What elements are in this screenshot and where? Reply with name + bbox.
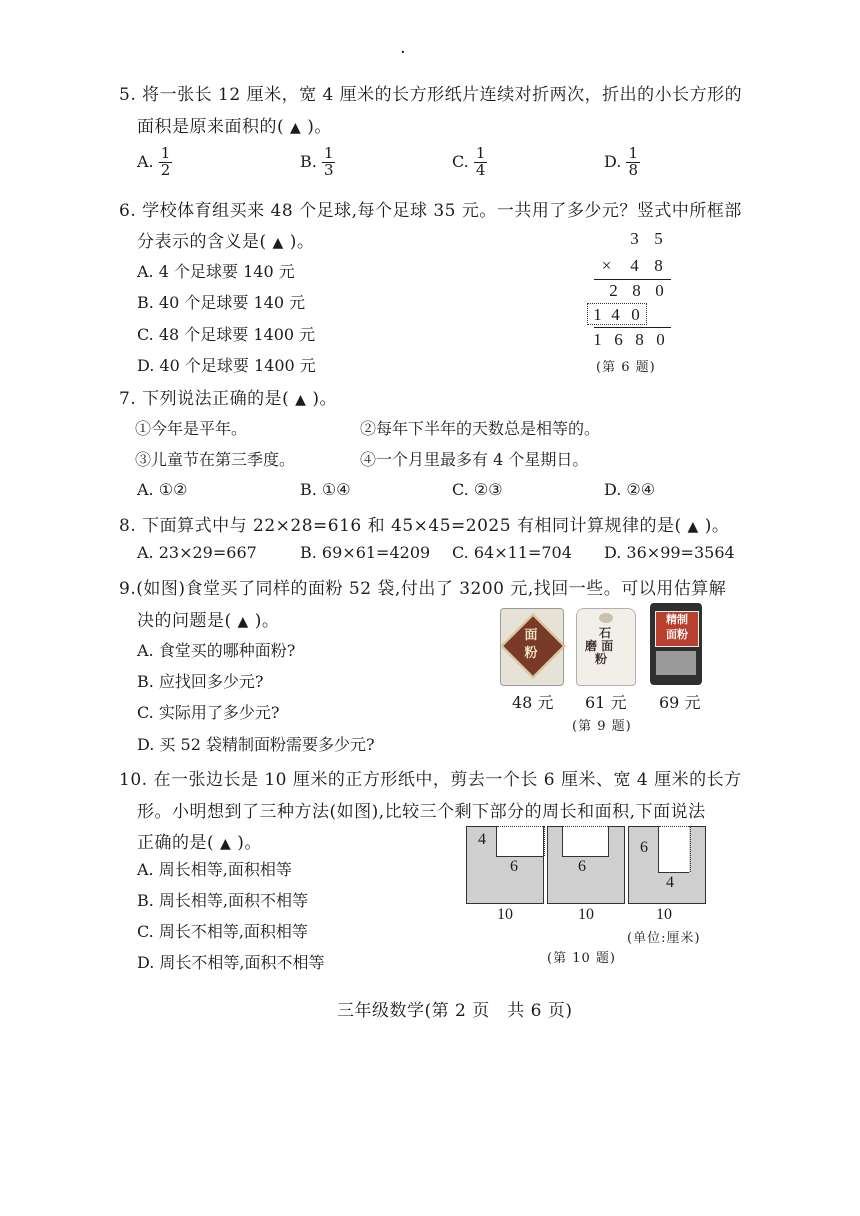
q6-line1: 6. 学校体育组买来 48 个足球,每个足球 35 元。一共用了多少元？竖式中所框部 (119, 201, 742, 221)
q6-stem-end: )。 (289, 232, 315, 252)
bag-char: 面 (524, 628, 538, 643)
digit: 0 (631, 305, 640, 324)
q7-option-b[interactable]: B. ①④ (300, 480, 351, 499)
q9-option-a[interactable]: A. 食堂买的哪种面粉? (137, 641, 296, 660)
q5-option-c[interactable] (452, 146, 487, 179)
flour-bag-48-image (500, 608, 564, 686)
q8-line1 (119, 511, 729, 536)
q7-option-c[interactable]: C. ②③ (452, 480, 503, 499)
digit: 0 (655, 281, 664, 300)
cut-edge (544, 826, 545, 856)
cut-edge (690, 826, 691, 872)
multiply-sign: × (601, 256, 612, 275)
q10-option-d[interactable]: D. 周长不相等,面积不相等 (137, 953, 325, 972)
option-label: B. (300, 151, 317, 171)
q10-option-c[interactable]: C. 周长不相等,面积相等 (137, 922, 308, 941)
numerator: 1 (475, 144, 486, 162)
option-label: C. (452, 151, 469, 171)
price-48: 48 元 (512, 693, 554, 712)
answer-blank-icon: ▲ (295, 392, 307, 408)
digit: 1 (593, 305, 602, 324)
denominator: 3 (323, 160, 334, 179)
digit: 4 (630, 256, 639, 275)
square-figure-1 (466, 826, 544, 904)
answer-blank-icon: ▲ (290, 120, 302, 136)
q9-line1: 9.(如图)食堂买了同样的面粉 52 袋,付出了 3200 元,找回一些。可以用估算解 (119, 579, 727, 599)
digit: 8 (654, 256, 663, 275)
fig2-bottom-label: 10 (578, 906, 594, 923)
q9-line2 (137, 606, 279, 631)
q7-stem-end: )。 (312, 389, 337, 409)
fraction (159, 146, 173, 179)
square-figure-3 (628, 826, 706, 904)
bag2-text (585, 627, 629, 666)
digit: 0 (656, 330, 665, 349)
answer-blank-icon: ▲ (237, 614, 249, 630)
q5-option-d[interactable] (604, 146, 640, 179)
bag-text: 精制 (666, 613, 688, 626)
q10-line3 (137, 828, 262, 853)
q6-option-c[interactable]: C. 48 个足球要 1400 元 (137, 325, 316, 344)
q6-stem: 分表示的含义是( (137, 232, 267, 252)
option-label: A. (137, 151, 154, 171)
q7-statement-3: ③儿童节在第三季度。 (135, 450, 296, 469)
numerator: 1 (323, 144, 334, 162)
bag-window (656, 651, 696, 675)
cut-rectangle (562, 826, 609, 857)
bag-char: 面 (601, 639, 614, 653)
cut-rectangle (658, 826, 689, 873)
numerator: 1 (628, 144, 638, 162)
fraction (474, 146, 488, 179)
q8-option-c[interactable]: C. 64×11=704 (452, 543, 572, 562)
fig1-inner-label: 6 (510, 858, 518, 875)
fig2-inner-label: 6 (578, 858, 586, 875)
q10-stem-end: )。 (237, 833, 262, 853)
answer-blank-icon: ▲ (220, 836, 232, 852)
q7-statement-1: ①今年是平年。 (135, 419, 248, 438)
digit: 6 (614, 330, 623, 349)
denominator: 8 (628, 160, 638, 179)
q9-option-b[interactable]: B. 应找回多少元? (137, 672, 264, 691)
bag-text: 面粉 (666, 628, 688, 641)
page-footer: 三年级数学(第 2 页 共 6 页) (337, 1001, 573, 1021)
price-69: 69 元 (659, 693, 701, 712)
digit: 3 (630, 229, 639, 248)
unit-label: (单位:厘米) (627, 931, 701, 946)
q5-stem: 面积是原来面积的( (137, 117, 285, 137)
q7-option-d[interactable]: D. ②④ (604, 480, 656, 499)
q8-option-d[interactable]: D. 36×99=3564 (604, 543, 735, 562)
q6-line2 (137, 227, 314, 252)
q7-option-a[interactable]: A. ①② (137, 480, 188, 499)
flour-bag-61-image (576, 608, 636, 686)
vertical-rule (594, 279, 671, 280)
digit: 1 (593, 330, 602, 349)
cut-rectangle (496, 826, 543, 857)
q7-stem: 7. 下列说法正确的是( (119, 389, 290, 409)
q6-option-b[interactable]: B. 40 个足球要 140 元 (137, 293, 306, 312)
q5-option-b[interactable] (300, 146, 335, 179)
q9-option-c[interactable]: C. 实际用了多少元? (137, 703, 280, 722)
flour-bag-69-image (650, 603, 702, 685)
vertical-rule (594, 327, 671, 328)
q7-line1 (119, 384, 337, 409)
q7-statement-2: ②每年下半年的天数总是相等的。 (360, 419, 601, 438)
fig1-side-label: 4 (478, 831, 486, 848)
q6-caption: (第 6 题) (596, 360, 656, 375)
top-dot: · (400, 42, 406, 63)
digit: 8 (635, 330, 644, 349)
digit: 4 (611, 305, 620, 324)
option-label: D. (604, 151, 622, 171)
q10-caption: (第 10 题) (547, 951, 616, 966)
square-figure-2 (547, 826, 625, 904)
q8-stem: 8. 下面算式中与 22×28=616 和 45×45=2025 有相同计算规律的是( (119, 516, 682, 536)
denominator: 4 (475, 160, 486, 179)
q10-option-a[interactable]: A. 周长相等,面积相等 (137, 860, 292, 879)
q5-line2 (137, 112, 332, 137)
fig3-inner-label: 4 (666, 874, 674, 891)
q9-option-d[interactable]: D. 买 52 袋精制面粉需要多少元? (137, 735, 375, 754)
q7-statement-4: ④一个月里最多有 4 个星期日。 (360, 450, 589, 469)
bag-char: 粉 (524, 646, 538, 661)
q10-stem: 正确的是( (137, 833, 215, 853)
q10-line1: 10. 在一张边长是 10 厘米的正方形纸中，剪去一个长 6 厘米、宽 4 厘米的长方 (119, 770, 742, 790)
denominator: 2 (160, 160, 171, 179)
cut-edge (659, 826, 689, 827)
q5-line1: 5. 将一张长 12 厘米，宽 4 厘米的长方形纸片连续对折两次，折出的小长方形的 (119, 85, 743, 105)
cut-edge (563, 826, 608, 827)
q9-stem-end: )。 (254, 611, 280, 631)
fraction (322, 146, 336, 179)
numerator: 1 (160, 144, 171, 162)
q9-stem: 决的问题是( (137, 611, 232, 631)
bag3-label (655, 611, 699, 647)
q10-line2: 形。小明想到了三种方法(如图),比较三个剩下部分的周长和面积,下面说法 (137, 802, 706, 822)
q5-option-a[interactable] (137, 146, 172, 179)
digit: 8 (632, 281, 641, 300)
q5-stem-end: )。 (307, 117, 332, 137)
fig3-bottom-label: 10 (656, 906, 672, 923)
q8-stem-end: )。 (704, 516, 730, 536)
bag1-text (520, 627, 542, 663)
bag-handle-icon (599, 613, 613, 623)
bag-char: 粉 (595, 652, 608, 666)
q8-option-a[interactable]: A. 23×29=667 (137, 543, 257, 562)
digit: 2 (609, 281, 618, 300)
q6-option-a[interactable]: A. 4 个足球要 140 元 (137, 262, 295, 281)
q9-caption: (第 9 题) (572, 719, 632, 734)
q6-option-d[interactable]: D. 40 个足球要 1400 元 (137, 356, 316, 375)
price-61: 61 元 (585, 693, 627, 712)
fig1-bottom-label: 10 (497, 906, 513, 923)
answer-blank-icon: ▲ (272, 235, 284, 251)
q8-option-b[interactable]: B. 69×61=4209 (300, 543, 431, 562)
q10-option-b[interactable]: B. 周长相等,面积不相等 (137, 891, 309, 910)
fraction (626, 146, 640, 179)
bag-char: 磨 (585, 639, 598, 653)
digit: 5 (654, 229, 663, 248)
answer-blank-icon: ▲ (687, 519, 699, 535)
fig3-side-label: 6 (640, 839, 648, 856)
cut-edge (497, 826, 543, 827)
bag-char: 石 (599, 626, 612, 640)
